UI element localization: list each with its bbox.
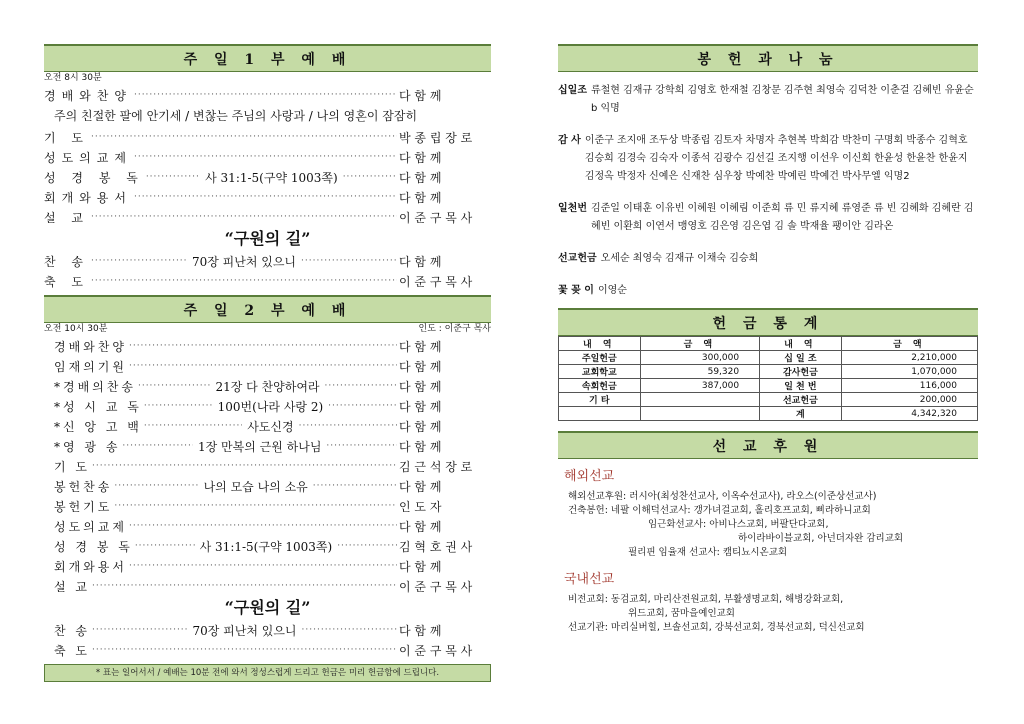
order-label: 성 경 봉 독 [54,539,133,554]
leader-dots [92,625,187,635]
order-row [44,127,491,147]
order-label: 설 교 [54,579,90,594]
leader-dots [92,461,397,471]
order-detail: 100번(나라 사랑 2) [217,399,324,414]
order-row [44,556,491,576]
stats-col-header: 내 역 [559,337,641,351]
order-leader: 이 준 구 목 사 [399,210,473,225]
stats-head-row [559,337,978,351]
order-leader: 다 함 께 [399,479,442,494]
order-row [44,640,491,660]
stats-title: 헌 금 통 계 [712,315,824,332]
order-label: *성 시 교 독 [54,399,142,414]
offering-group [558,250,978,268]
stats-item: 선교헌금 [760,393,842,407]
offering-type: 감 사 [558,135,581,146]
order-label: 경배와찬양 [44,88,132,103]
order-label: 성도의교제 [44,150,132,165]
stats-header [558,308,978,336]
stats-item: 일 천 번 [760,379,842,393]
stats-item: 주일헌금 [559,351,641,365]
leader-dots [301,256,397,266]
order-label: 축 도 [54,643,90,658]
order-detail: 나의 모습 나의 소유 [203,479,308,494]
order-leader: 박 종 립 장 로 [399,130,473,145]
order-label: *경배의찬송 [54,379,136,394]
stats-row [559,351,978,365]
offering-names: 김준일 이태훈 이유빈 이혜원 이혜림 이준희 류 민 류지혜 류영준 류 빈 김혜화 김혜란 김혜빈 이환희 이연서 맹영호 김은영 김은엽 김 솔 박재율 팽이안 김라온 [590,203,974,232]
order-leader: 다 함 께 [399,150,442,165]
offering-names: 오세순 최영숙 김재규 이채숙 김승희 [600,253,759,264]
stats-item: 교회학교 [559,365,641,379]
stats-amount: 2,210,000 [841,351,977,365]
offering-names: 이준구 조지애 조두상 박종립 김토자 차명자 추현복 박희감 박찬미 구명회 박종수 김혁호 김승희 김경숙 김숙자 이종석 김광수 김선길 조지행 이선우 이신희 한윤성 한윤찬 한윤지 김정옥 박정자 신예은 신재찬 심우창 박예찬 박예린 박예건 박사무엘 익명2 [584,135,968,182]
order-label: 성 경 봉 독 [44,170,144,185]
leader-dots [302,625,397,635]
service1-title: 주 일 1 부 예 배 [183,51,352,68]
mission-line: 건축봉헌: 네팔 이해덕선교사: 갱가녀걸교회, 홀리호프교회, 삐라하니교회 [568,505,871,516]
service2-header [44,295,491,323]
order-row [44,356,491,376]
order-row [44,167,491,187]
leader-dots [122,441,193,451]
leader-dots [114,501,397,511]
order-detail: 사 31:1-5(구약 1003쪽) [205,170,338,185]
order-detail: 1장 만복의 근원 하나님 [198,439,322,454]
order-detail: 70장 피난처 있으니 [191,254,297,269]
service1-time: 오전 8시 30분 [44,73,102,83]
leader-dots [134,152,397,162]
order-detail: 70장 피난처 있으니 [192,623,297,638]
order-row [44,436,491,456]
order-lead: 주의 친절한 팔에 안기세 / 변찮는 주님의 사랑과 / 나의 영혼이 잠잠히 [54,109,418,123]
order-label: 임재의기원 [54,359,127,374]
leader-dots [138,381,211,391]
order-label: 경배와찬양 [54,339,127,354]
order-leader: 다 함 께 [399,170,442,185]
stats-amount [640,393,760,407]
leader-dots [129,361,397,371]
stats-body [559,351,978,421]
order-label: 찬 송 [44,254,89,269]
left-column [44,44,491,682]
mission-line: 해외선교후원: 러시아(최성찬선교사, 이옥수선교사), 라오스(이준상선교사) [568,491,877,502]
mission-line: 임근화선교사: 아비나스교회, 버팔단다교회, [648,519,829,530]
leader-dots [129,521,397,531]
leader-dots [91,132,397,142]
leader-dots [313,481,397,491]
order-label: 기 도 [54,459,90,474]
leader-dots [343,172,397,182]
footer-note: * 표는 일어서서 / 예배는 10분 전에 와서 정성스럽게 드리고 헌금은 미리 헌금함에 드립니다. [44,664,491,682]
leader-dots [129,341,397,351]
leader-dots [146,172,200,182]
stats-row [559,379,978,393]
service2-order [44,336,491,660]
order-leader: 다 함 께 [399,379,442,394]
stats-amount: 387,000 [640,379,760,393]
leader-dots [326,441,397,451]
leader-dots [114,481,198,491]
order-row [44,516,491,536]
order-label: *영 광 송 [54,439,121,454]
right-column [558,44,978,635]
stats-item: 십 일 조 [760,351,842,365]
leader-dots [91,276,397,286]
mission-title: 선 교 후 원 [712,438,824,455]
stats-item: 기 타 [559,393,641,407]
order-leader: 다 함 께 [399,359,442,374]
leader-dots [92,645,397,655]
stats-item: 감사헌금 [760,365,842,379]
offering-type: 일천번 [558,203,587,214]
order-row [44,336,491,356]
order-leader: 다 함 께 [399,419,442,434]
leader-dots [144,401,213,411]
stats-amount: 1,070,000 [841,365,977,379]
order-leader: 다 함 께 [399,254,442,269]
order-leader: 김 혁 호 권 사 [399,539,473,554]
offering-names: 류철현 김재규 강학희 김영호 한재철 김창문 김주현 최영숙 김덕찬 이춘걸 김혜빈 유윤순b 익명 [590,85,974,114]
stats-amount: 116,000 [841,379,977,393]
mission-header [558,431,978,459]
order-leader: 다 함 께 [399,190,442,205]
order-row [44,496,491,516]
mission-line: 비전교회: 동검교회, 마리산전원교회, 부활생명교회, 해병강화교회, [568,594,844,605]
stats-row [559,407,978,421]
order-label: 봉헌기도 [54,499,113,514]
stats-row [559,365,978,379]
leader-dots [337,541,397,551]
order-leader: 다 함 께 [399,399,442,414]
order-leader: 이 준 구 목 사 [399,579,473,594]
mission-line: 선교기관: 마리실버힐, 브솔선교회, 강북선교회, 경북선교회, 덕신선교회 [568,622,865,633]
domestic-heading: 국내선교 [564,572,615,587]
order-leader: 다 함 께 [399,519,442,534]
order-leader: 다 함 께 [399,559,442,574]
stats-col-header: 금 액 [640,337,760,351]
stats-amount: 59,320 [640,365,760,379]
order-label: 봉헌찬송 [54,479,113,494]
order-row [44,207,491,227]
order-leader: 다 함 께 [399,339,442,354]
leader-dots [134,192,397,202]
order-row [44,396,491,416]
overseas-heading: 해외선교 [564,469,615,484]
sermon-title: “구원의 길” [224,598,311,617]
order-leader: 다 함 께 [399,623,442,638]
order-leader: 인 도 자 [399,499,442,514]
order-label: 회개와용서 [44,190,132,205]
order-row [44,85,491,105]
stats-amount: 200,000 [841,393,977,407]
order-label: 성도의교제 [54,519,127,534]
order-row [44,576,491,596]
order-detail: 사 31:1-5(구약 1003쪽) [199,539,333,554]
offering-group [558,282,978,300]
order-row [44,620,491,640]
order-row [44,416,491,436]
order-row [44,456,491,476]
service2-leader: 인도 : 이준구 목사 [418,324,491,334]
order-leader: 이 준 구 목 사 [399,643,473,658]
leader-dots [135,541,195,551]
order-label: 기 도 [44,130,89,145]
order-label: 회개와용서 [54,559,127,574]
order-row [44,251,491,271]
offering-groups [558,82,978,300]
leader-dots [328,401,397,411]
service1-header [44,44,491,72]
leader-dots [91,212,397,222]
offering-type: 꽃 꽂 이 [558,285,594,296]
offering-group [558,82,978,118]
sermon-title: “구원의 길” [224,229,311,248]
leader-dots [299,421,397,431]
order-detail: 사도신경 [247,419,294,434]
offering-title: 봉 헌 과 나 눔 [697,51,839,68]
stats-amount [640,407,760,421]
leader-dots [325,381,398,391]
stats-amount: 4,342,320 [841,407,977,421]
offering-group [558,132,978,186]
offering-type: 선교헌금 [558,253,597,264]
overseas-list [568,490,978,560]
stats-amount: 300,000 [640,351,760,365]
mission-line: 위드교회, 꿈마을예인교회 [628,608,735,619]
mission-line: 하이라바이블교회, 아넌더자완 감리교회 [738,533,904,544]
order-row [44,376,491,396]
order-leader: 다 함 께 [399,88,442,103]
order-row [44,187,491,207]
order-leader: 이 준 구 목 사 [399,274,473,289]
leader-dots [134,90,397,100]
order-leader: 김 근 석 장 로 [399,459,473,474]
leader-dots [91,256,187,266]
leader-dots [144,421,242,431]
order-label: *신 앙 고 백 [54,419,142,434]
offering-group [558,200,978,236]
stats-item [559,407,641,421]
leader-dots [129,561,397,571]
mission-line: 필리핀 임율재 선교사: 캠티뇨시온교회 [628,547,788,558]
stats-row [559,393,978,407]
order-label: 축 도 [44,274,89,289]
domestic-list [568,593,978,635]
stats-item: 속회헌금 [559,379,641,393]
order-label: 설 교 [44,210,89,225]
offering-stats-table [558,336,978,421]
order-leader: 다 함 께 [399,439,442,454]
order-label: 찬 송 [54,623,90,638]
order-row [44,536,491,556]
order-row [44,476,491,496]
offering-header [558,44,978,72]
stats-col-header: 금 액 [841,337,977,351]
leader-dots [92,581,397,591]
stats-item: 계 [760,407,842,421]
service2-title: 주 일 2 부 예 배 [183,302,352,319]
order-detail: 21장 다 찬양하여라 [215,379,320,394]
service2-meta [44,323,491,336]
order-row [44,271,491,291]
order-row [44,147,491,167]
offering-type: 십일조 [558,85,587,96]
stats-col-header: 내 역 [760,337,842,351]
service1-order [44,85,491,291]
offering-names: 이영순 [597,285,627,296]
service2-time: 오전 10시 30분 [44,324,108,334]
